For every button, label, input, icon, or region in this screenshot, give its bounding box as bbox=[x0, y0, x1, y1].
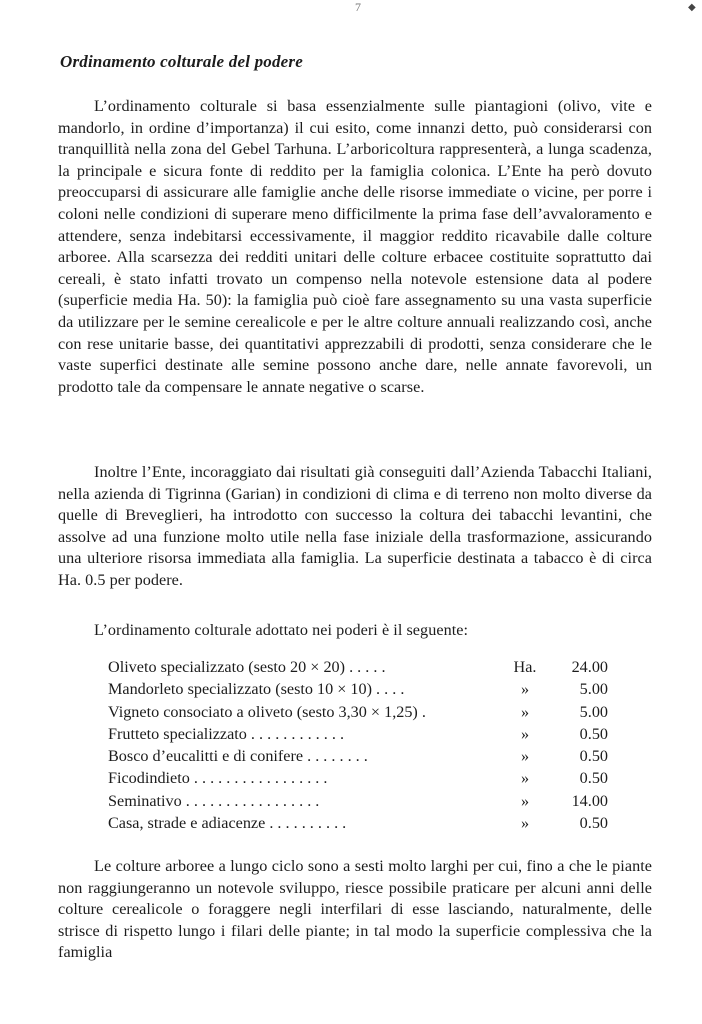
table-row-unit: » bbox=[520, 791, 530, 810]
table-row bbox=[108, 812, 608, 834]
table-row-unit: » bbox=[520, 747, 530, 766]
table-row bbox=[108, 723, 608, 745]
table-row bbox=[108, 656, 608, 678]
table-row-label: Ficodindieto . . . . . . . . . . . . . . . . . bbox=[108, 769, 328, 788]
corner-mark: ◆ bbox=[688, 2, 696, 13]
table-row-unit: » bbox=[520, 724, 530, 743]
table-row-value: 0.50 bbox=[579, 747, 608, 766]
table-row-label: Vigneto consociato a oliveto (sesto 3,30 × 1,25) . bbox=[108, 702, 426, 721]
table-row-unit: » bbox=[520, 814, 530, 833]
table-row-value: 5.00 bbox=[579, 702, 608, 721]
table-row bbox=[108, 767, 608, 789]
table-row-label: Seminativo . . . . . . . . . . . . . . . . . bbox=[108, 791, 320, 810]
table-row-value: 5.00 bbox=[579, 680, 608, 699]
table-row-unit: Ha. bbox=[513, 658, 537, 676]
table-row bbox=[108, 678, 608, 700]
paragraph-3: L’ordinamento colturale adottato nei poderi è il seguente: bbox=[94, 621, 469, 639]
table-row-value: 0.50 bbox=[579, 769, 608, 788]
section-title: Ordinamento colturale del podere bbox=[60, 52, 303, 71]
table-row bbox=[108, 701, 608, 723]
table-row-value: 14.00 bbox=[571, 791, 608, 810]
table-row-label: Oliveto specializzato (sesto 20 × 20) . . . . . bbox=[108, 658, 386, 676]
table-row-label: Casa, strade e adiacenze . . . . . . . . . . bbox=[108, 814, 347, 833]
table-row-value: 0.50 bbox=[579, 724, 608, 743]
paragraph-4: Le colture arboree a lungo ciclo sono a sesti molto larghi per cui, fino a che le piante non raggiungeranno un notevole sviluppo, riesce possibile praticare per alcuni anni delle colture cerealicole o foraggere negli interfilari di esse lasciando, naturalmente, delle strisce di rispetto lungo i filari delle piante; in tal modo la superficie complessiva che la famiglia bbox=[58, 857, 652, 962]
table-row-value: 0.50 bbox=[579, 814, 608, 833]
table-row-unit: » bbox=[520, 702, 530, 721]
table-row bbox=[108, 790, 608, 812]
table-row-unit: » bbox=[520, 680, 530, 699]
table-row-label: Frutteto specializzato . . . . . . . . . . . . bbox=[108, 724, 345, 743]
table-row-unit: » bbox=[520, 769, 530, 788]
paragraph-2: Inoltre l’Ente, incoraggiato dai risultati già conseguiti dall’Azienda Tabacchi Italiani, nella azienda di Tigrinna (Garian) in condizioni di clima e di terreno non molto diverse da quelle di Breveglieri, ha introdotto con successo la coltura dei tabacchi levantini, che assolve ad una funzione molto utile nella fase iniziale della trasformazione, assicurando una ulteriore risorsa immediata alla famiglia. La superficie destinata a tabacco è di circa Ha. 0.5 per podere. bbox=[58, 463, 652, 589]
page-number: 7 bbox=[355, 0, 361, 14]
table-row bbox=[108, 745, 608, 767]
table-row-label: Bosco d’eucalitti e di conifere . . . . . . . . bbox=[108, 747, 368, 766]
crop-allocation-table bbox=[108, 656, 608, 834]
table-row-label: Mandorleto specializzato (sesto 10 × 10) . . . . bbox=[108, 680, 405, 699]
paragraph-1: L’ordinamento colturale si basa essenzialmente sulle piantagioni (olivo, vite e mandorlo, in ordine d’importanza) il cui esito, come innanzi detto, può considerarsi con tranquillità nella zona del Gebel Tarhuna. L’arboricoltura rappresenterà, a lunga scadenza, la principale e sicura fonte di reddito per la famiglia colonica. L’Ente ha però dovuto preoccuparsi di assicurare alle famiglie anche delle risorse immediate o vicine, per porre i coloni nelle condizioni di superare meno difficilmente la prima fase dell’avvaloramento e attendere, senza indebitarsi eccessivamente, il maggior reddito ricavabile dalle colture arboree. Alla scarsezza dei redditi unitari delle colture erbacee costituite soprattutto dai cereali, è stato infatti trovato un compenso nella notevole estensione data al podere (superficie media Ha. 50): la famiglia può cioè fare assegnamento su una vasta superficie da utilizzare per le semine cerealicole e per le altre colture annuali realizzando così, anche con rese unitarie basse, dei quantitativi apprezzabili di prodotti, senza considerare che le vaste superfici destinate alle semine possono anche dare, nelle annate favorevoli, un prodotto tale da compensare le annate negative o scarse. bbox=[58, 97, 652, 396]
table-row-value: 24.00 bbox=[571, 658, 608, 676]
